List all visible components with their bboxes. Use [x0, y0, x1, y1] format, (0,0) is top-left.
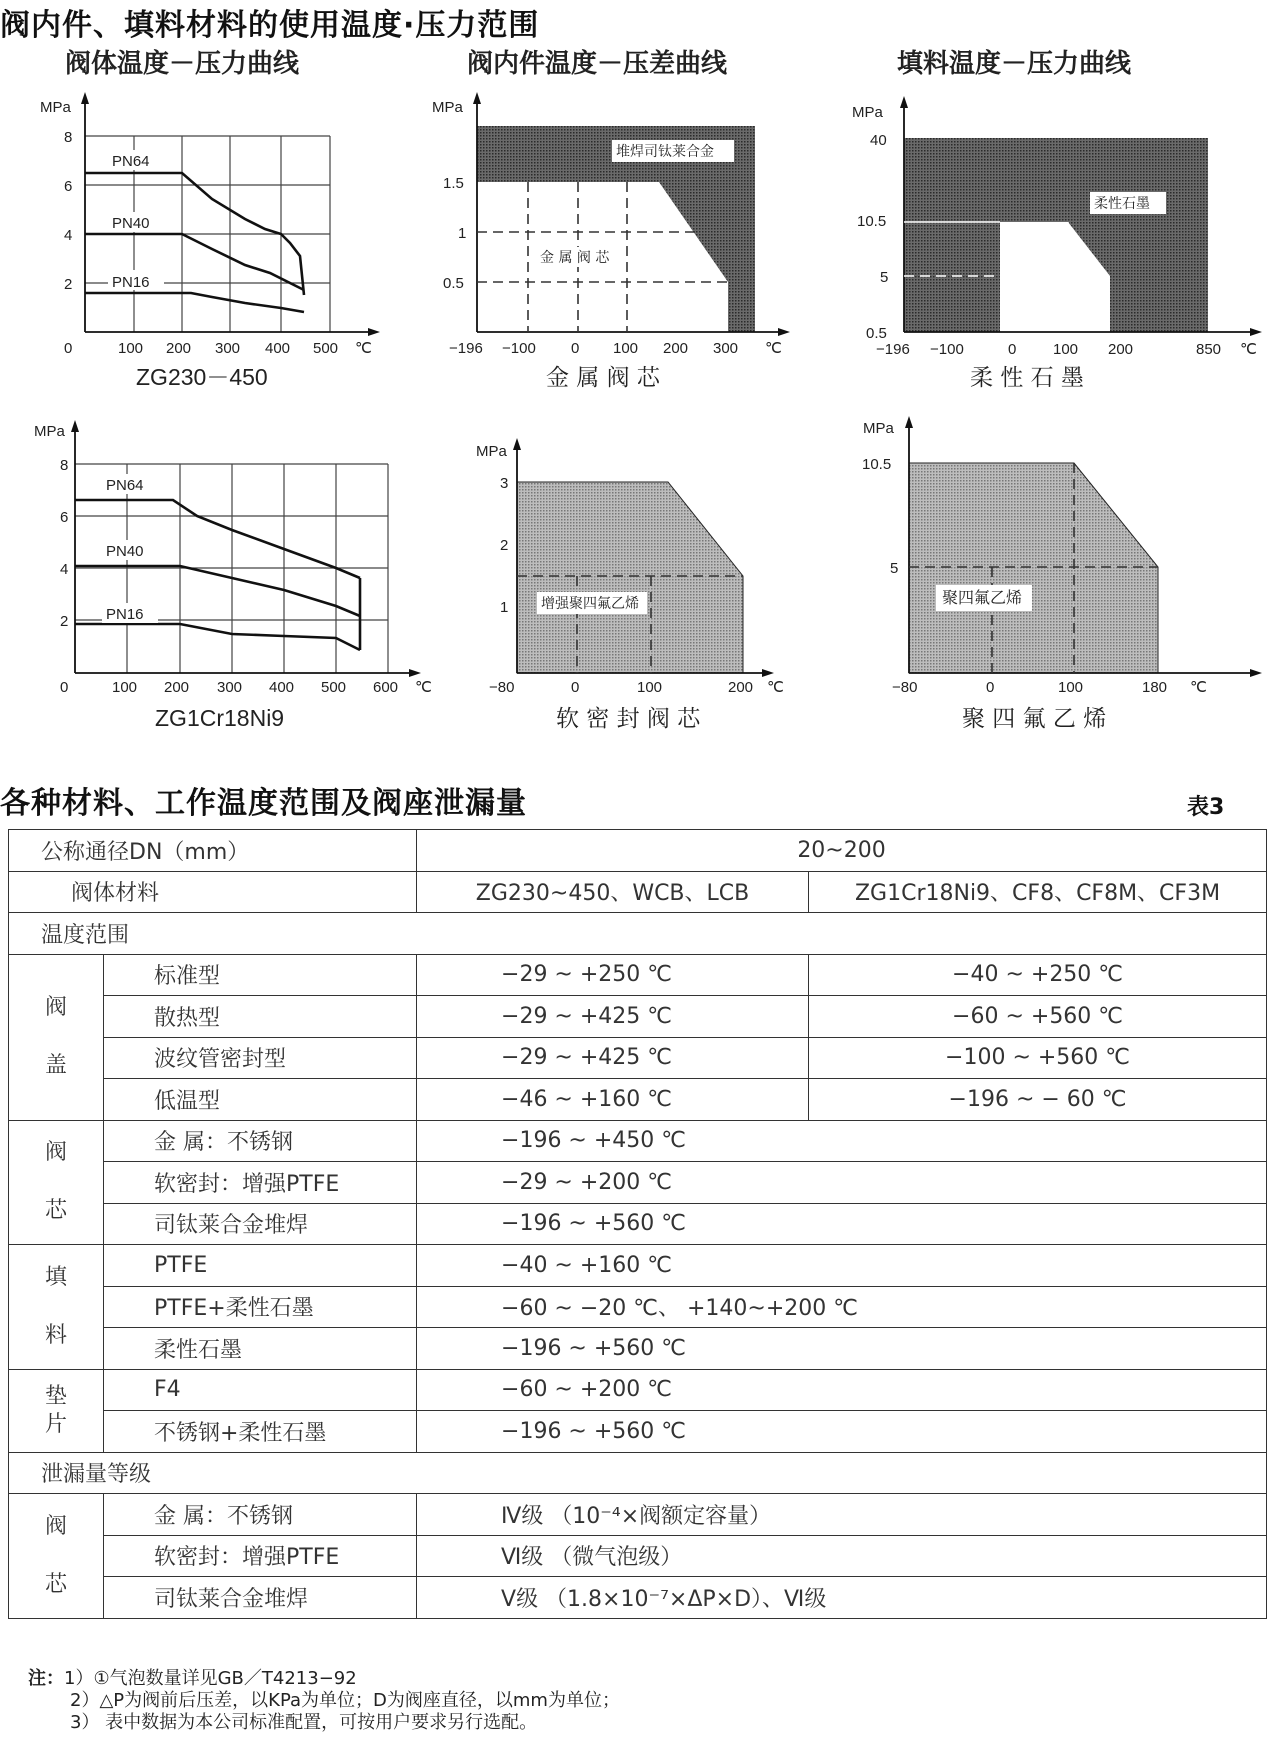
table-row [9, 1203, 1267, 1245]
svg-text:℃: ℃ [1240, 341, 1257, 358]
svg-text:0: 0 [64, 340, 73, 357]
soft-seal-region-label: 增强聚四氟乙烯 [541, 596, 639, 612]
ptfe-caption: 聚 四 氟 乙 烯 [962, 706, 1107, 732]
chart-zg230 [40, 92, 380, 390]
svg-text:2: 2 [64, 276, 73, 293]
svg-text:10.5: 10.5 [862, 456, 892, 473]
svg-text:200: 200 [728, 679, 754, 696]
svg-text:0: 0 [1008, 341, 1017, 358]
trim-chart-title: 阀内件温度－压差曲线 [467, 49, 728, 79]
section1-title: 阀内件、填料材料的使用温度·压力范围 [0, 8, 540, 43]
svg-text:−80: −80 [489, 679, 515, 696]
ptfe-region-label: 聚四氟乙烯 [942, 588, 1023, 607]
table-row [9, 1245, 1267, 1287]
svg-text:℃: ℃ [415, 679, 432, 696]
svg-text:0.5: 0.5 [443, 275, 464, 292]
svg-text:850: 850 [1196, 341, 1222, 358]
bonnet-label: 阀盖 [9, 954, 104, 1120]
leak-row-value: Ⅴ级 （1.8×10⁻⁷×ΔP×D）、Ⅵ级 [417, 1577, 1267, 1619]
chart-ptfe [862, 416, 1262, 732]
svg-text:300: 300 [713, 340, 739, 357]
bonnet-row-name: 波纹管密封型 [104, 1037, 417, 1079]
svg-text:200: 200 [164, 679, 190, 696]
zg230-pn64-label: PN64 [112, 153, 150, 170]
table-row [9, 1286, 1267, 1328]
graphite-region-label: 柔性石墨 [1094, 196, 1150, 212]
core-row-name: 金 属：不锈钢 [104, 1120, 417, 1162]
packing-label: 填料 [9, 1245, 104, 1370]
svg-text:8: 8 [64, 129, 73, 146]
svg-text:MPa: MPa [40, 99, 71, 116]
notes [28, 1668, 620, 1734]
leak-row-value: Ⅳ级 （10⁻⁴×阀额定容量） [417, 1494, 1267, 1536]
table-row [9, 871, 1267, 913]
zg1cr-caption: ZG1Cr18Ni9 [155, 705, 285, 731]
packing-row-value: −60 ~ −20 ℃、 +140~+200 ℃ [417, 1286, 1267, 1328]
svg-text:6: 6 [60, 509, 69, 526]
material-b: ZG1Cr18Ni9、CF8、CF8M、CF3M [809, 871, 1267, 913]
leak-row-name: 金 属：不锈钢 [104, 1494, 417, 1536]
svg-text:10.5: 10.5 [857, 213, 887, 230]
gasket-row-value: −60 ~ +200 ℃ [417, 1369, 1267, 1411]
svg-text:MPa: MPa [476, 443, 507, 460]
svg-text:−196: −196 [876, 341, 910, 358]
table-row [9, 1328, 1267, 1370]
table-row [9, 1411, 1267, 1453]
material-a: ZG230~450、WCB、LCB [417, 871, 809, 913]
charts-area [0, 0, 1267, 760]
svg-text:200: 200 [166, 340, 192, 357]
svg-text:1: 1 [458, 225, 467, 242]
svg-text:200: 200 [1108, 341, 1134, 358]
svg-text:−196: −196 [449, 340, 483, 357]
section2-title: 各种材料、工作温度范围及阀座泄漏量 [0, 786, 527, 821]
leak-core-label: 阀芯 [9, 1494, 104, 1619]
bonnet-row-a: −29 ~ +425 ℃ [417, 996, 809, 1038]
svg-text:MPa: MPa [34, 423, 65, 440]
svg-text:2: 2 [500, 537, 509, 554]
gasket-row-name: F4 [104, 1369, 417, 1411]
core-row-value: −196 ~ +560 ℃ [417, 1203, 1267, 1245]
svg-text:−80: −80 [892, 679, 918, 696]
svg-text:100: 100 [112, 679, 138, 696]
body-chart-title: 阀体温度－压力曲线 [65, 49, 300, 79]
bonnet-row-name: 低温型 [104, 1079, 417, 1121]
zg230-series-pn16 [85, 293, 304, 312]
core-row-value: −29 ~ +200 ℃ [417, 1162, 1267, 1204]
packing-row-name: 柔性石墨 [104, 1328, 417, 1370]
bonnet-row-b: −100 ~ +560 ℃ [809, 1037, 1267, 1079]
svg-text:40: 40 [870, 132, 887, 149]
svg-text:100: 100 [1053, 341, 1079, 358]
svg-text:℃: ℃ [765, 340, 782, 357]
chart-zg1cr18ni9 [34, 420, 432, 731]
svg-text:MPa: MPa [863, 420, 894, 437]
bonnet-row-a: −46 ~ +160 ℃ [417, 1079, 809, 1121]
svg-text:0: 0 [60, 679, 69, 696]
leak-row-name: 软密封：增强PTFE [104, 1535, 417, 1577]
svg-text:5: 5 [890, 560, 899, 577]
svg-text:MPa: MPa [852, 104, 883, 121]
soft-seal-caption: 软 密 封 阀 芯 [556, 706, 701, 732]
spec-table [8, 829, 1267, 1619]
gasket-row-name: 不锈钢+柔性石墨 [104, 1411, 417, 1453]
svg-text:℃: ℃ [1190, 679, 1207, 696]
metal-trim-caption: 金 属 阀 芯 [546, 365, 660, 391]
leak-row-value: Ⅵ级 （微气泡级） [417, 1535, 1267, 1577]
svg-text:℃: ℃ [355, 340, 372, 357]
graphite-caption: 柔 性 石 墨 [970, 365, 1084, 391]
note-line: 1）①气泡数量详见GB／T4213−92 [64, 1668, 357, 1689]
bonnet-row-a: −29 ~ +250 ℃ [417, 954, 809, 996]
svg-text:8: 8 [60, 457, 69, 474]
packing-chart-title: 填料温度－压力曲线 [897, 49, 1132, 79]
svg-text:4: 4 [60, 561, 69, 578]
leak-section-header: 泄漏量等级 [9, 1452, 1267, 1494]
svg-text:−100: −100 [502, 340, 536, 357]
zg230-pn40-label: PN40 [112, 215, 150, 232]
core-row-name: 软密封：增强PTFE [104, 1162, 417, 1204]
table-row [9, 1079, 1267, 1121]
zg1cr-pn64-label: PN64 [106, 477, 144, 494]
zg230-pn16-label: PN16 [112, 274, 150, 291]
bonnet-row-b: −40 ~ +250 ℃ [809, 954, 1267, 996]
table-row [9, 1452, 1267, 1494]
metal-trim-stellite-label: 堆焊司钛莱合金 [616, 144, 714, 160]
svg-text:100: 100 [1058, 679, 1084, 696]
dn-label: 公称通径DN（mm） [9, 830, 417, 872]
body-material-label: 阀体材料 [9, 871, 417, 913]
svg-text:400: 400 [269, 679, 295, 696]
graphite-region [904, 138, 1208, 332]
chart4-series-lines [75, 500, 360, 650]
ptfe-region [909, 463, 1158, 673]
chart-soft-seal [476, 438, 784, 732]
chart1-axis-ticks [40, 99, 372, 357]
svg-text:0.5: 0.5 [866, 325, 887, 342]
table-row [9, 830, 1267, 872]
table-row [9, 954, 1267, 996]
svg-text:MPa: MPa [432, 99, 463, 116]
table-row [9, 1369, 1267, 1411]
table-row [9, 996, 1267, 1038]
svg-text:0: 0 [571, 340, 580, 357]
chart-metal-trim [432, 92, 790, 391]
svg-text:2: 2 [60, 613, 69, 630]
svg-text:0: 0 [571, 679, 580, 696]
metal-trim-region-label: 金 属 阀 芯 [540, 250, 610, 266]
bonnet-row-a: −29 ~ +425 ℃ [417, 1037, 809, 1079]
notes-label: 注： [28, 1668, 64, 1689]
svg-text:100: 100 [118, 340, 144, 357]
note-line: 2）△P为阀前后压差，以KPa为单位；D为阀座直径，以mm为单位； [70, 1690, 620, 1711]
bonnet-row-name: 散热型 [104, 996, 417, 1038]
svg-text:℃: ℃ [767, 679, 784, 696]
svg-text:200: 200 [663, 340, 689, 357]
packing-row-value: −40 ~ +160 ℃ [417, 1245, 1267, 1287]
chart1-series-lines [85, 173, 304, 312]
table-row [9, 1494, 1267, 1536]
temp-section-header: 温度范围 [9, 913, 1267, 955]
table-row [9, 1037, 1267, 1079]
note-line: 3） 表中数据为本公司标准配置，可按用户要求另行选配。 [70, 1712, 538, 1733]
table-row [9, 1162, 1267, 1204]
svg-text:100: 100 [613, 340, 639, 357]
svg-text:300: 300 [217, 679, 243, 696]
packing-row-value: −196 ~ +560 ℃ [417, 1328, 1267, 1370]
svg-text:1: 1 [500, 599, 509, 616]
core-row-name: 司钛莱合金堆焊 [104, 1203, 417, 1245]
table-number: 表3 [1187, 795, 1225, 820]
svg-text:4: 4 [64, 227, 73, 244]
soft-seal-region [517, 482, 743, 673]
zg230-caption: ZG230－450 [136, 364, 268, 390]
svg-text:400: 400 [265, 340, 291, 357]
core-label: 阀芯 [9, 1120, 104, 1245]
svg-text:600: 600 [373, 679, 399, 696]
bonnet-row-b: −196 ~ − 60 ℃ [809, 1079, 1267, 1121]
svg-text:−100: −100 [930, 341, 964, 358]
packing-row-name: PTFE [104, 1245, 417, 1287]
table-row [9, 1120, 1267, 1162]
svg-text:5: 5 [880, 269, 889, 286]
table-row [9, 913, 1267, 955]
gasket-row-value: −196 ~ +560 ℃ [417, 1411, 1267, 1453]
core-row-value: −196 ~ +450 ℃ [417, 1120, 1267, 1162]
bonnet-row-name: 标准型 [104, 954, 417, 996]
gasket-label: 垫片 [9, 1369, 104, 1452]
bonnet-row-b: −60 ~ +560 ℃ [809, 996, 1267, 1038]
zg1cr-series-pn16 [75, 624, 360, 650]
svg-text:3: 3 [500, 475, 509, 492]
svg-text:100: 100 [637, 679, 663, 696]
svg-text:6: 6 [64, 178, 73, 195]
chart-graphite [852, 96, 1262, 391]
svg-text:500: 500 [321, 679, 347, 696]
svg-text:0: 0 [986, 679, 995, 696]
zg1cr-pn40-label: PN40 [106, 543, 144, 560]
dn-value: 20~200 [417, 830, 1267, 872]
svg-text:300: 300 [215, 340, 241, 357]
table-row [9, 1577, 1267, 1619]
svg-text:180: 180 [1142, 679, 1168, 696]
svg-text:1.5: 1.5 [443, 175, 464, 192]
packing-row-name: PTFE+柔性石墨 [104, 1286, 417, 1328]
leak-row-name: 司钛莱合金堆焊 [104, 1577, 417, 1619]
table-row [9, 1535, 1267, 1577]
zg1cr-pn16-label: PN16 [106, 606, 144, 623]
svg-text:500: 500 [313, 340, 339, 357]
